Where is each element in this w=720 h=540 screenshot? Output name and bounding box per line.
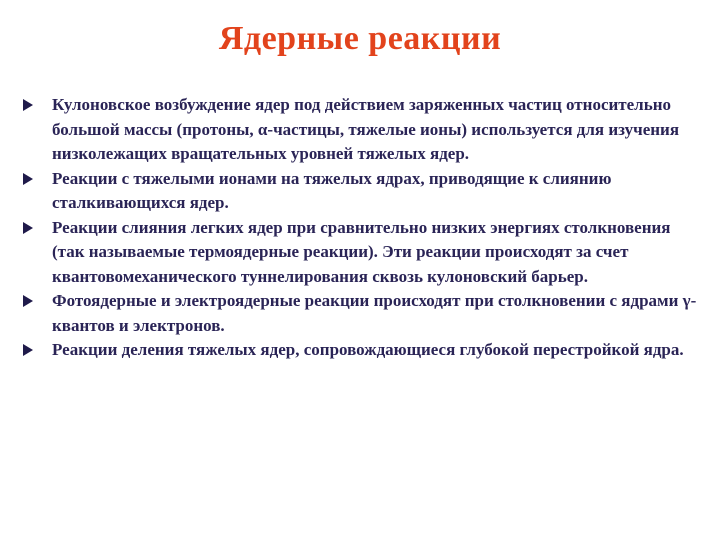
- bullet-text: Реакции деления тяжелых ядер, сопровождающиеся глубокой перестройкой ядра.: [52, 340, 684, 359]
- bullet-item: [20, 93, 700, 167]
- bullet-item: [20, 216, 700, 290]
- bullet-item: [20, 289, 700, 338]
- slide-title: Ядерные реакции: [218, 20, 502, 57]
- bullet-list: [20, 93, 700, 363]
- arrow-bullet-icon: [23, 222, 33, 234]
- bullet-text: Кулоновское возбуждение ядер под действием заряженных частиц относительно большой массы (протоны, α-частицы, тяжелые ионы) используется для изучения низколежащих вращательных уровней тяжелых ядер.: [52, 95, 680, 163]
- bullet-text: Реакции слияния легких ядер при сравнительно низких энергиях столкновения (так называемые термоядерные реакции). Эти реакции происходят за счет квантовомеханического туннелирования сквозь кулоновский барьер.: [52, 217, 671, 286]
- arrow-bullet-icon: [23, 344, 33, 356]
- bullet-item: [20, 167, 700, 216]
- bullet-text: Реакции с тяжелыми ионами на тяжелых ядрах, приводящие к слиянию сталкивающихся ядер.: [52, 168, 612, 212]
- arrow-bullet-icon: [23, 295, 33, 307]
- arrow-bullet-icon: [23, 99, 33, 111]
- bullet-text: Фотоядерные и электроядерные реакции происходят при столкновении с ядрами γ-квантов и электронов.: [52, 291, 697, 335]
- arrow-bullet-icon: [23, 173, 33, 185]
- bullet-item: [20, 338, 700, 363]
